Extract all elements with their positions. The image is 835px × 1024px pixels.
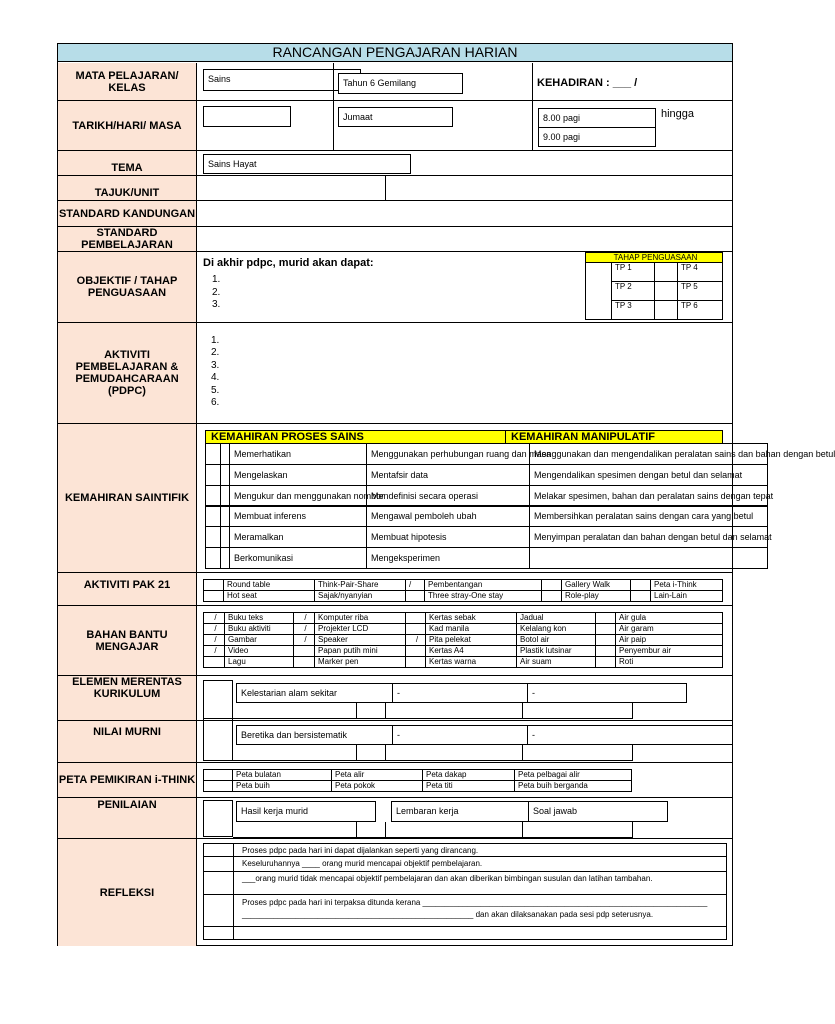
label-aktiviti: AKTIVITI PEMBELAJARAN & PEMUDAHCARAAN (PDPC) <box>57 323 197 423</box>
aktiviti-item: 5. <box>211 385 220 396</box>
day-field[interactable]: Jumaat <box>338 107 453 127</box>
peta-check[interactable] <box>203 780 233 792</box>
divider <box>522 822 523 837</box>
bbm-item: Papan putih mini <box>314 645 406 657</box>
bbm-item: Kelalang kon <box>516 623 596 635</box>
label-mata-pelajaran: MATA PELAJARAN/ KELAS <box>57 63 197 100</box>
refleksi-item: ___orang murid tidak mencapai objektif pembelajaran dan akan diberikan bimbingan susulan dan latihan tambahan. <box>203 871 727 895</box>
aktiviti-item: 3. <box>211 360 220 371</box>
kps-item: Membuat inferens <box>229 505 367 527</box>
label-standard-pembelajaran: STANDARD PEMBELAJARAN <box>57 227 197 251</box>
bbm-item: Air suam <box>516 656 596 668</box>
objektif-item: 2. <box>212 287 221 298</box>
peta-item: Peta buih <box>232 780 332 792</box>
bbm-check[interactable]: / <box>293 612 315 624</box>
peta-item: Peta bulatan <box>232 769 332 781</box>
bbm-item: Kertas A4 <box>425 645 517 657</box>
refleksi-item: Keseluruhannya ____ orang murid mencapai objektif pembelajaran. <box>203 856 727 872</box>
bbm-item: Penyembur air <box>615 645 723 657</box>
tp-tick <box>654 262 678 282</box>
divider <box>203 760 633 761</box>
bbm-check[interactable] <box>405 656 426 668</box>
time-start-field[interactable]: 8.00 pagi <box>538 108 656 128</box>
label-pak21: AKTIVITI PAK 21 <box>57 573 197 605</box>
penilaian-item[interactable]: Hasil kerja murid <box>236 801 376 822</box>
bbm-check[interactable]: / <box>203 645 225 657</box>
pak21-item: Lain-Lain <box>650 590 723 602</box>
pak21-check[interactable]: / <box>405 579 425 591</box>
tp-6: TP 6 <box>677 300 723 320</box>
emk-extra[interactable]: - <box>392 683 528 703</box>
peta-item: Peta titi <box>422 780 515 792</box>
divider <box>356 822 357 837</box>
peta-item: Peta buih berganda <box>514 780 632 792</box>
bbm-item: Gambar <box>224 634 294 646</box>
label-objektif: OBJEKTIF / TAHAP PENGUASAAN <box>57 252 197 322</box>
peta-item: Peta alir <box>331 769 423 781</box>
aktiviti-item: 1. <box>211 335 220 346</box>
tp-header: TAHAP PENGUASAAN <box>585 252 723 263</box>
bbm-item: Buku aktiviti <box>224 623 294 635</box>
date-field[interactable] <box>203 106 291 127</box>
label-tarikh: TARIKH/HARI/ MASA <box>57 101 197 150</box>
pak21-check[interactable] <box>630 590 651 602</box>
kps-item: Mentafsir data <box>366 464 530 486</box>
peta-item: Peta pelbagai alir <box>514 769 632 781</box>
emk-value[interactable]: Kelestarian alam sekitar <box>236 683 393 703</box>
bbm-item: Kertas sebak <box>425 612 517 624</box>
divider <box>356 745 357 760</box>
bbm-check[interactable]: / <box>293 623 315 635</box>
km-item: Membersihkan peralatan sains dengan cara yang betul <box>529 505 768 527</box>
bbm-item: Air garam <box>615 623 723 635</box>
pak21-item: Sajak/nyanyian <box>314 590 406 602</box>
page-title: RANCANGAN PENGAJARAN HARIAN <box>57 43 733 62</box>
emk-extra[interactable]: - <box>527 683 687 703</box>
pak21-item: Hot seat <box>223 590 315 602</box>
tp-tick <box>654 300 678 320</box>
bbm-check[interactable]: / <box>203 634 225 646</box>
pak21-item: Round table <box>223 579 315 591</box>
bbm-check[interactable] <box>203 656 225 668</box>
objektif-intro: Di akhir pdpc, murid akan dapat: <box>203 257 374 269</box>
tema-field[interactable]: Sains Hayat <box>203 154 411 174</box>
pak21-check[interactable] <box>405 590 425 602</box>
tp-tick-box <box>585 262 612 320</box>
penilaian-check[interactable] <box>203 800 233 837</box>
objektif-item: 1. <box>212 274 221 285</box>
refleksi-item: Proses pdpc pada hari ini dapat dijalankan seperti yang dirancang. <box>203 843 727 857</box>
kps-item: Mengukur dan menggunakan nombor <box>229 485 367 507</box>
km-item: Mengendalikan spesimen dengan betul dan selamat <box>529 464 768 486</box>
label-tema: TEMA <box>57 151 197 175</box>
label-peta: PETA PEMIKIRAN i-THINK <box>57 763 197 797</box>
bbm-item: Buku teks <box>224 612 294 624</box>
label-kemahiran: KEMAHIRAN SAINTIFIK <box>57 424 197 572</box>
objektif-item: 3. <box>212 299 221 310</box>
bbm-item: Air paip <box>615 634 723 646</box>
divider <box>203 718 633 719</box>
kps-item: Membuat hipotesis <box>366 526 530 548</box>
kps-item: Memerhatikan <box>229 443 367 465</box>
ks-check[interactable] <box>205 464 221 486</box>
bbm-item: Plastik lutsinar <box>516 645 596 657</box>
nilai-check[interactable] <box>203 721 233 761</box>
tp-5: TP 5 <box>677 281 723 301</box>
bbm-check[interactable] <box>595 656 616 668</box>
nilai-value[interactable]: Beretika dan bersistematik <box>236 725 393 745</box>
divider <box>632 822 633 837</box>
ks-check[interactable] <box>205 526 221 548</box>
kps-item: Menggunakan perhubungan ruang dan masa <box>366 443 530 465</box>
ks-check[interactable] <box>205 443 221 465</box>
column-divider <box>385 175 386 200</box>
bbm-item: Roti <box>615 656 723 668</box>
class-field[interactable]: Tahun 6 Gemilang <box>338 73 463 94</box>
kps-item: Mengelaskan <box>229 464 367 486</box>
km-item <box>529 547 768 569</box>
pak21-item: Three stray-One stay <box>424 590 542 602</box>
tp-2: TP 2 <box>611 281 655 301</box>
ks-check[interactable] <box>205 547 221 569</box>
label-tajuk: TAJUK/UNIT <box>57 176 197 200</box>
bbm-check[interactable]: / <box>293 634 315 646</box>
aktiviti-item: 4. <box>211 372 220 383</box>
bbm-item: Kertas warna <box>425 656 517 668</box>
hingga-label: hingga <box>661 108 695 120</box>
pak21-check[interactable] <box>203 590 224 602</box>
bbm-check[interactable]: / <box>405 634 426 646</box>
bbm-item: Air gula <box>615 612 723 624</box>
tp-tick <box>654 281 678 301</box>
kps-item: Mendefinisi secara operasi <box>366 485 530 507</box>
bbm-item: Marker pen <box>314 656 406 668</box>
penilaian-item[interactable]: Lembaran kerja <box>391 801 529 822</box>
bbm-item: Botol air <box>516 634 596 646</box>
label-bbm: BAHAN BANTU MENGAJAR <box>57 606 197 675</box>
label-refleksi: REFLEKSI <box>57 839 197 946</box>
kehadiran-label: KEHADIRAN : ___ / <box>537 77 638 89</box>
tp-3: TP 3 <box>611 300 655 320</box>
column-divider <box>532 63 533 150</box>
label-nilai: NILAI MURNI <box>57 721 197 762</box>
label-penilaian: PENILAIAN <box>57 798 197 838</box>
bbm-check[interactable]: / <box>203 612 225 624</box>
emk-check[interactable] <box>203 680 233 720</box>
pak21-check[interactable] <box>541 590 562 602</box>
refleksi-line: Proses pdpc pada hari ini terpaksa ditunda kerana ________________________________________________________________ <box>242 898 708 907</box>
label-emk: ELEMEN MERENTAS KURIKULUM <box>57 676 197 720</box>
nilai-extra[interactable]: - <box>527 725 733 745</box>
peta-item: Peta dakap <box>422 769 515 781</box>
divider <box>233 837 633 838</box>
kps-item: Berkomunikasi <box>229 547 367 569</box>
bbm-item: Jadual <box>516 612 596 624</box>
kps-header: KEMAHIRAN PROSES SAINS <box>205 430 506 444</box>
bbm-item: Komputer riba <box>314 612 406 624</box>
bbm-item: Pita pelekat <box>425 634 517 646</box>
divider <box>385 703 386 718</box>
divider <box>522 703 523 718</box>
bbm-item: Kad manila <box>425 623 517 635</box>
bbm-item: Lagu <box>224 656 294 668</box>
penilaian-item[interactable]: Soal jawab <box>528 801 668 822</box>
nilai-extra[interactable]: - <box>392 725 528 745</box>
bbm-check[interactable]: / <box>203 623 225 635</box>
km-item: Melakar spesimen, bahan dan peralatan sains dengan tepat <box>529 485 768 507</box>
refleksi-item <box>203 894 727 927</box>
aktiviti-item: 6. <box>211 397 220 408</box>
divider <box>385 822 386 837</box>
divider <box>233 843 234 940</box>
tp-4: TP 4 <box>677 262 723 282</box>
kps-item: Mengeksperimen <box>366 547 530 569</box>
pak21-item: Peta i-Think <box>650 579 723 591</box>
bbm-item: Projekter LCD <box>314 623 406 635</box>
ks-check[interactable] <box>205 505 221 527</box>
ks-check[interactable] <box>205 485 221 507</box>
refleksi-item <box>203 926 727 940</box>
divider <box>632 703 633 718</box>
tp-1: TP 1 <box>611 262 655 282</box>
divider <box>632 745 633 760</box>
pak21-item: Think-Pair-Share <box>314 579 406 591</box>
subject-field[interactable]: Sains <box>203 69 361 91</box>
divider <box>522 745 523 760</box>
bbm-check[interactable] <box>293 656 315 668</box>
time-end-field[interactable]: 9.00 pagi <box>538 127 656 147</box>
divider <box>356 703 357 718</box>
km-header: KEMAHIRAN MANIPULATIF <box>505 430 723 444</box>
kps-item: Meramalkan <box>229 526 367 548</box>
km-item: Menggunakan dan mengendalikan peralatan sains dan bahan dengan betul <box>529 443 768 465</box>
bbm-item: Video <box>224 645 294 657</box>
refleksi-line: ____________________________________________________ dan akan dilaksanakan pada sesi pdp seterusnya. <box>242 910 654 919</box>
pak21-item: Gallery Walk <box>561 579 631 591</box>
kps-item: Mengawal pemboleh ubah <box>366 505 530 527</box>
pak21-item: Role-play <box>561 590 631 602</box>
column-divider <box>333 63 334 150</box>
km-item: Menyimpan peralatan dan bahan dengan betul dan selamat <box>529 526 768 548</box>
label-standard-kandungan: STANDARD KANDUNGAN <box>57 201 197 226</box>
divider <box>385 745 386 760</box>
aktiviti-item: 2. <box>211 347 220 358</box>
bbm-item: Speaker <box>314 634 406 646</box>
pak21-item: Pembentangan <box>424 579 542 591</box>
peta-item: Peta pokok <box>331 780 423 792</box>
